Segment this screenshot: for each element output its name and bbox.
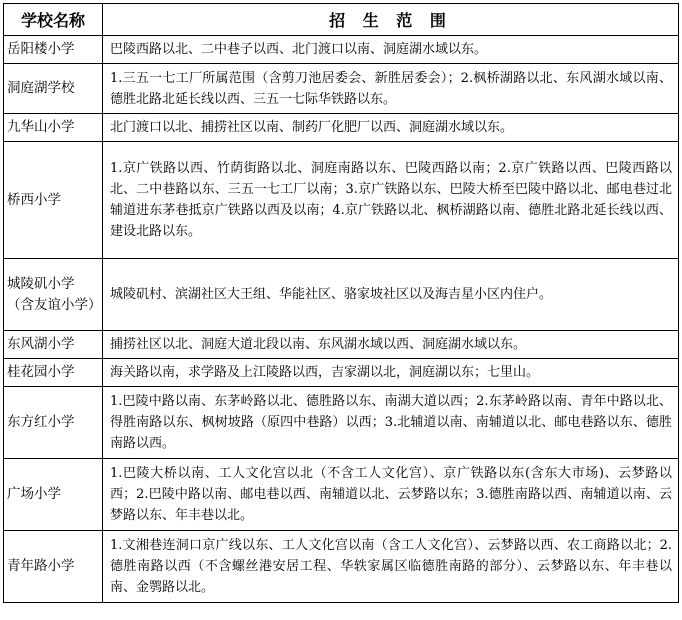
table-row: [4, 36, 679, 64]
school-name-cell: 广场小学: [4, 459, 103, 531]
school-name-cell: 桂花园小学: [4, 359, 103, 387]
enrollment-range-cell: 1.京广铁路以西、竹荫街路以北、洞庭南路以东、巴陵西路以南；2.京广铁路以西、巴陵西路以北、二中巷路以东、三五一七工厂以南；3.京广铁路以东、巴陵大桥至巴陵中路以北、邮电巷过北辅道进东茅巷抵京广铁路以西及以南；4.京广铁路以北、枫桥湖路以南、德胜北路北延长线以西、建设北路以东。: [103, 142, 679, 259]
school-name-cell: 东风湖小学: [4, 331, 103, 359]
enrollment-range-cell: 北门渡口以北、捕捞社区以南、制药厂化肥厂以西、洞庭湖水域以东。: [103, 114, 679, 142]
table-row: [4, 64, 679, 114]
school-name-cell: 青年路小学: [4, 531, 103, 603]
table-row: [4, 531, 679, 603]
school-name-cell: 东方红小学: [4, 387, 103, 459]
school-name-cell: 城陵矶小学（含友谊小学）: [4, 259, 103, 331]
table-row: [4, 142, 679, 259]
table-row: [4, 114, 679, 142]
header-enrollment-range: 招 生 范 围: [103, 4, 679, 36]
enrollment-range-cell: 1.文湘巷连洞口京广线以东、工人文化宫以南（含工人文化宫）、云梦路以西、农工商路以北；2.德胜南路以西（不含螺丝港安居工程、华轶家属区临德胜南路的部分）、云梦路以东、年丰巷以南、金鹗路以北。: [103, 531, 679, 603]
enrollment-range-cell: 1.巴陵中路以南、东茅岭路以北、德胜路以东、南湖大道以西；2.东茅岭路以南、青年中路以北、得胜南路以东、枫树坡路（原四中巷路）以西；3.北辅道以南、南辅道以北、邮电巷路以东、德胜南路以西。: [103, 387, 679, 459]
enrollment-table: [3, 3, 679, 603]
table-row: [4, 359, 679, 387]
school-name-cell: 桥西小学: [4, 142, 103, 259]
table-row: [4, 387, 679, 459]
header-row: [4, 4, 679, 36]
enrollment-range-cell: 巴陵西路以北、二中巷子以西、北门渡口以南、洞庭湖水域以东。: [103, 36, 679, 64]
enrollment-range-cell: 1.巴陵大桥以南、工人文化宫以北（不含工人文化宫）、京广铁路以东(含东大市场)、云梦路以西；2.巴陵中路以南、邮电巷以西、南辅道以北、云梦路以东；3.德胜南路以西、南辅道以南、云梦路以东、年丰巷以北。: [103, 459, 679, 531]
enrollment-range-cell: 捕捞社区以北、洞庭大道北段以南、东风湖水域以西、洞庭湖水域以东。: [103, 331, 679, 359]
table-row: [4, 259, 679, 331]
school-name-cell: 岳阳楼小学: [4, 36, 103, 64]
table-row: [4, 459, 679, 531]
enrollment-range-cell: 城陵矶村、滨湖社区大王组、华能社区、骆家坡社区以及海吉星小区内住户。: [103, 259, 679, 331]
header-school-name: 学校名称: [4, 4, 103, 36]
enrollment-range-cell: 海关路以南，求学路及上江陵路以西，吉家湖以北，洞庭湖以东；七里山。: [103, 359, 679, 387]
school-name-cell: 洞庭湖学校: [4, 64, 103, 114]
school-name-cell: 九华山小学: [4, 114, 103, 142]
table-row: [4, 331, 679, 359]
enrollment-range-cell: 1.三五一七工厂所属范围（含剪刀池居委会、新胜居委会）；2.枫桥湖路以北、东风湖水域以南、德胜北路北延长线以西、三五一七际华铁路以东。: [103, 64, 679, 114]
